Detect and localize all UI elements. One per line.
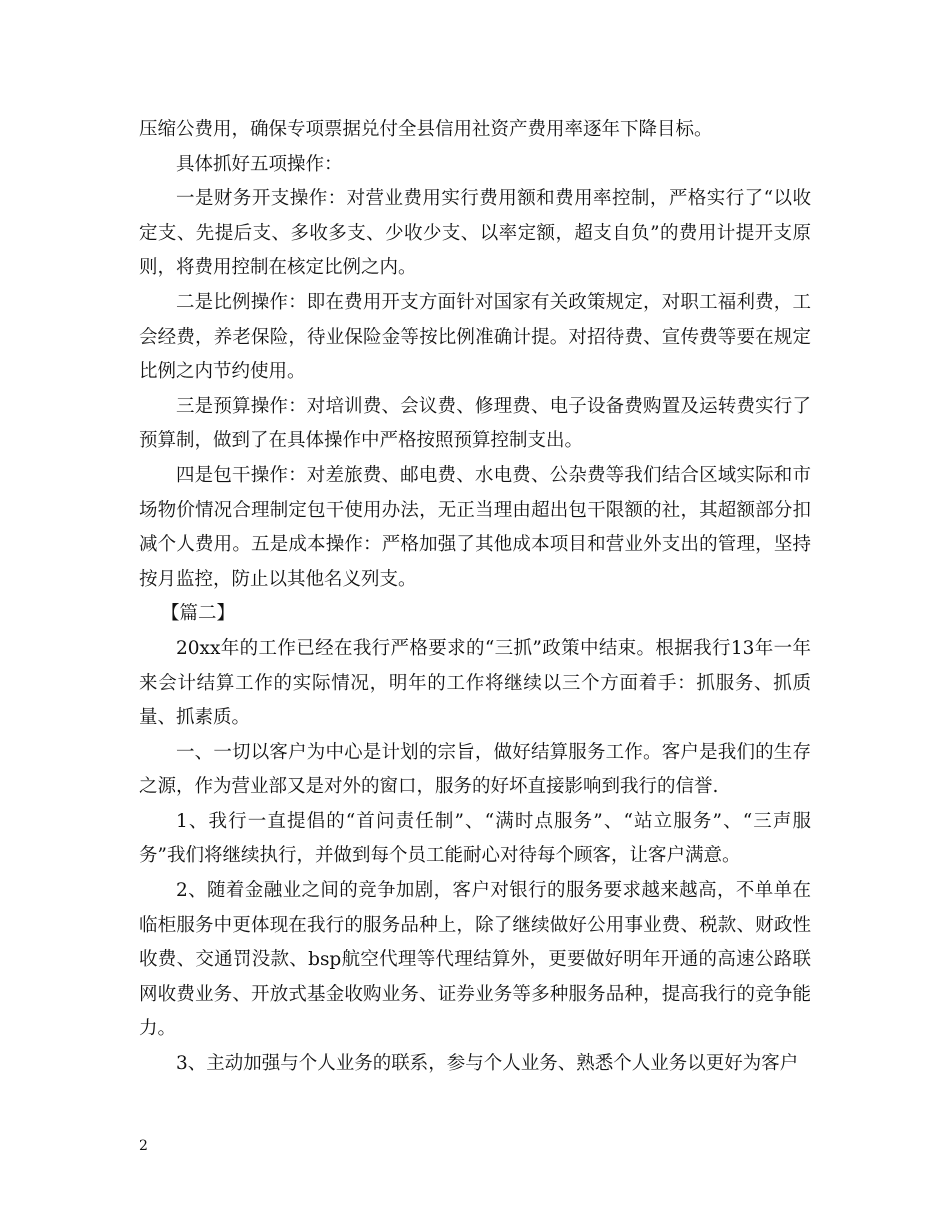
paragraph-budget-operation: 三是预算操作：对培训费、会议费、修理费、电子设备费购置及运转费实行了预算制，做到了在具体操作中严格按照预算控制支出。 bbox=[139, 395, 811, 452]
paragraph-contract-operation: 四是包干操作：对差旅费、邮电费、水电费、公杂费等我们结合区域实际和市场物价情况合理制定包干使用办法，无正当理由超出包干限额的社，其超额部分扣减个人费用。五是成本操作：严格加强了其他成本项目和营业外支出的管理，坚持按月监控，防止以其他名义列支。 bbox=[139, 464, 811, 590]
paragraph-item-2: 2、随着金融业之间的竞争加剧，客户对银行的服务要求越来越高，不单单在临柜服务中更体现在我行的服务品种上，除了继续做好公用事业费、税款、财政性收费、交通罚没款、bsp航空代理等代理结算外，更要做好明年开通的高速公路联网收费业务、开放式基金收购业务、证券业务等多种服务品种，提高我行的竞争能力。 bbox=[139, 880, 811, 1040]
paragraph-item-3: 3、主动加强与个人业务的联系，参与个人业务、熟悉个人业务以更好为客户 bbox=[176, 1053, 799, 1075]
paragraph-year-summary: 20xx年的工作已经在我行严格要求的“三抓”政策中结束。根据我行13年一年来会计结算工作的实际情况，明年的工作将继续以三个方面着手：抓服务、抓质量、抓素质。 bbox=[139, 637, 811, 729]
document-body bbox=[139, 113, 811, 1082]
paragraph-customer-centered: 一、一切以客户为中心是计划的宗旨，做好结算服务工作。客户是我们的生存之源，作为营业部又是对外的窗口，服务的好坏直接影响到我行的信誉. bbox=[139, 741, 811, 798]
paragraph-item-1: 1、我行一直提倡的“首问责任制”、“满时点服务”、“站立服务”、“三声服务”我们将继续执行，并做到每个员工能耐心对待每个顾客，让客户满意。 bbox=[139, 810, 811, 867]
section-heading-part-two: 【篇二】 bbox=[161, 603, 236, 625]
paragraph-continuation: 压缩公费用，确保专项票据兑付全县信用社资产费用率逐年下降目标。 bbox=[139, 119, 713, 140]
paragraph-proportion-operation: 二是比例操作：即在费用开支方面针对国家有关政策规定，对职工福利费，工会经费，养老保险，待业保险金等按比例准确计提。对招待费、宣传费等要在规定比例之内节约使用。 bbox=[139, 291, 811, 383]
page-number: 2 bbox=[139, 1138, 148, 1154]
paragraph-five-operations-intro: 具体抓好五项操作： bbox=[176, 153, 343, 175]
paragraph-financial-expenditure: 一是财务开支操作：对营业费用实行费用额和费用率控制，严格实行了“以收定支、先提后支、多收多支、少收少支、以率定额，超支自负”的费用计提开支原则，将费用控制在核定比例之内。 bbox=[139, 188, 811, 279]
